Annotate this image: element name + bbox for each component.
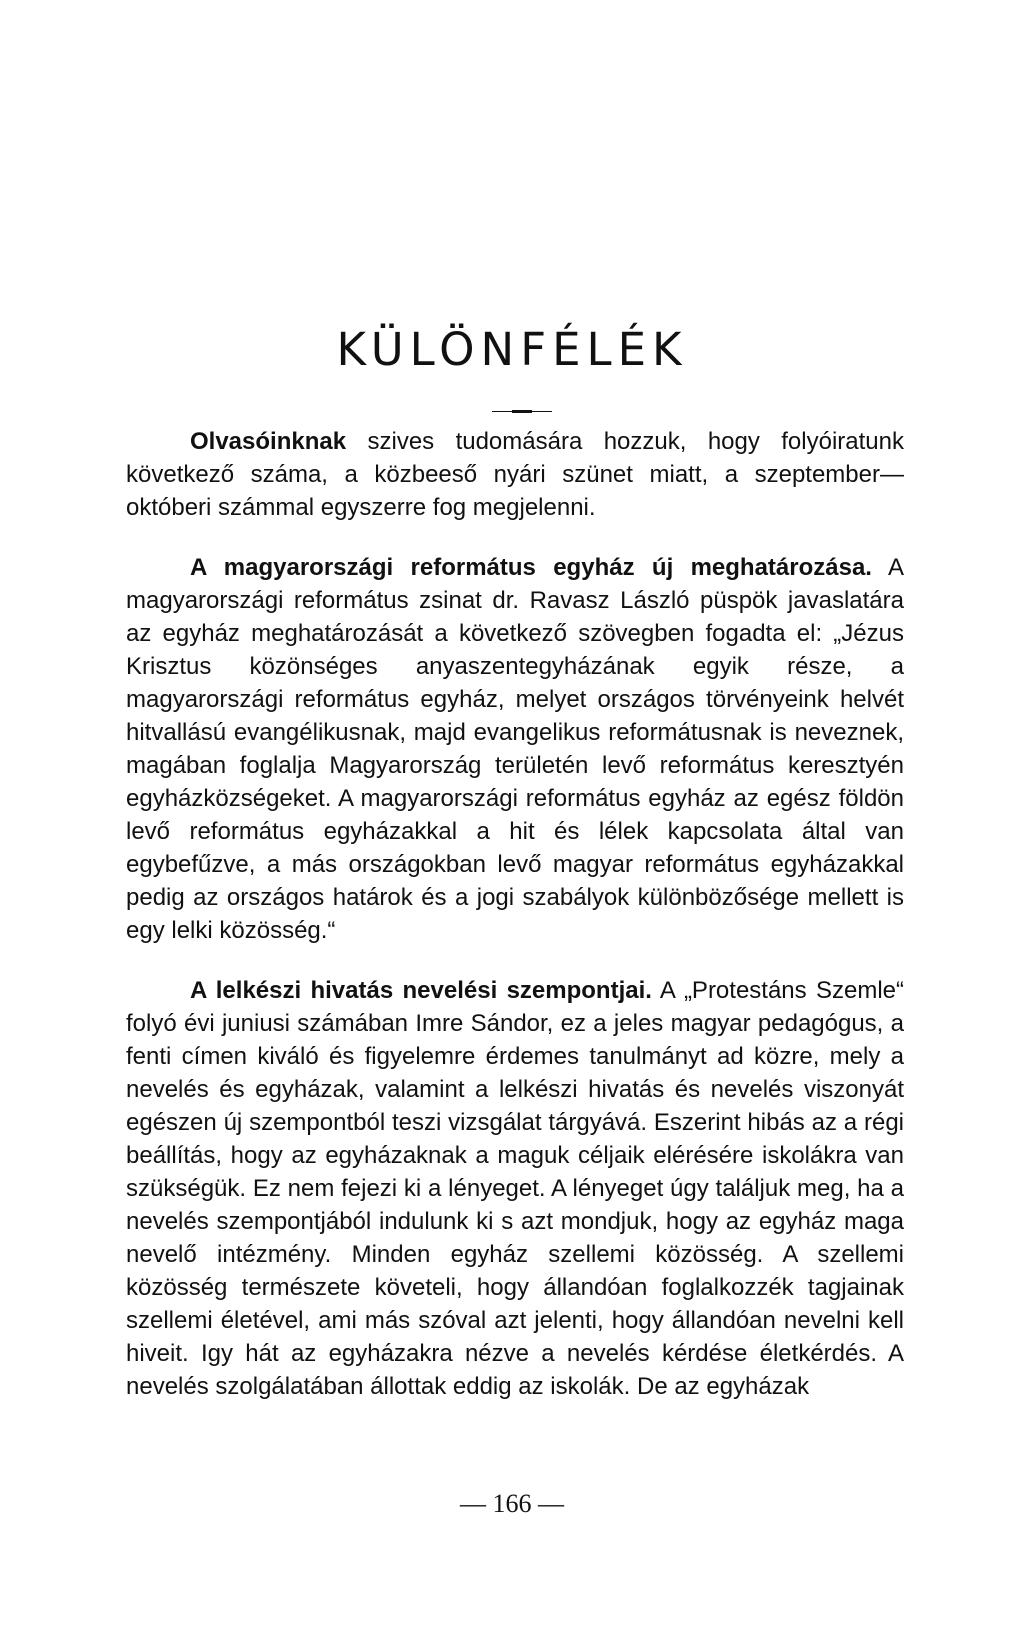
page-title: KÜLÖNFÉLÉK bbox=[336, 323, 688, 376]
paragraph-lead: A magyarországi református egyház új meghatározása. bbox=[190, 554, 872, 581]
education-paragraph bbox=[126, 974, 904, 1403]
paragraph-lead: A lelkészi hivatás nevelési szempontjai. bbox=[190, 977, 652, 1004]
article-body bbox=[126, 425, 904, 1403]
notice-paragraph bbox=[126, 425, 904, 524]
page-number: — 166 — bbox=[460, 1489, 564, 1518]
title-ornament-divider bbox=[492, 410, 552, 413]
paragraph-text: A magyarországi református zsinat dr. Ravasz László püspök javaslatára az egyház meghatározását a következő szövegben fogadta el: „Jézus Krisztus közönséges anyaszentegyházának egyik része, a magyarországi református egyház, melyet országos törvényeink helvét hitvallású evangélikusnak, majd evangelikus reformátusnak is neveznek, magában foglalja Magyarország területén levő református keresztyén egyházközségeket. A magyarországi református egyház az egész földön levő református egyházakkal a hit és lélek kapcsolata által van egybefűzve, a más országokban levő magyar református egyházakkal pedig az országos határok és a jogi szabályok különbözősége mellett is egy lelki közösség.“ bbox=[126, 554, 904, 944]
paragraph-text: szives tudomására hozzuk, hogy folyóiratunk következő száma, a közbeeső nyári szünet miatt, a szeptember—októberi számmal egyszerre fog megjelenni. bbox=[126, 428, 904, 521]
paragraph-text: A „Protestáns Szemle“ folyó évi juniusi számában Imre Sándor, ez a jeles magyar pedagógus, a fenti címen kiváló és figyelemre érdemes tanulmányt ad közre, mely a nevelés és egyházak, valamint a lelkészi hivatás és nevelés viszonyát egészen új szempontból teszi vizsgálat tárgyává. Eszerint hibás az a régi beállítás, hogy az egyházaknak a maguk céljaik elérésére iskolákra van szükségük. Ez nem fejezi ki a lényeget. A lényeget úgy találjuk meg, ha a nevelés szempontjából indulunk ki s azt mondjuk, hogy az egyház maga nevelő intézmény. Minden egyház szellemi közösség. A szellemi közösség természete követeli, hogy állandóan foglalkozzék tagjainak szellemi életével, ami más szóval azt jelenti, hogy állandóan nevelni kell hiveit. Igy hát az egyházakra nézve a nevelés kérdése életkérdés. A nevelés szolgálatában állottak eddig az iskolák. De az egyházak bbox=[126, 977, 905, 1400]
ornament-center-bar bbox=[512, 410, 532, 413]
paragraph-lead: Olvasóinknak bbox=[190, 428, 347, 455]
definition-paragraph bbox=[126, 551, 904, 947]
